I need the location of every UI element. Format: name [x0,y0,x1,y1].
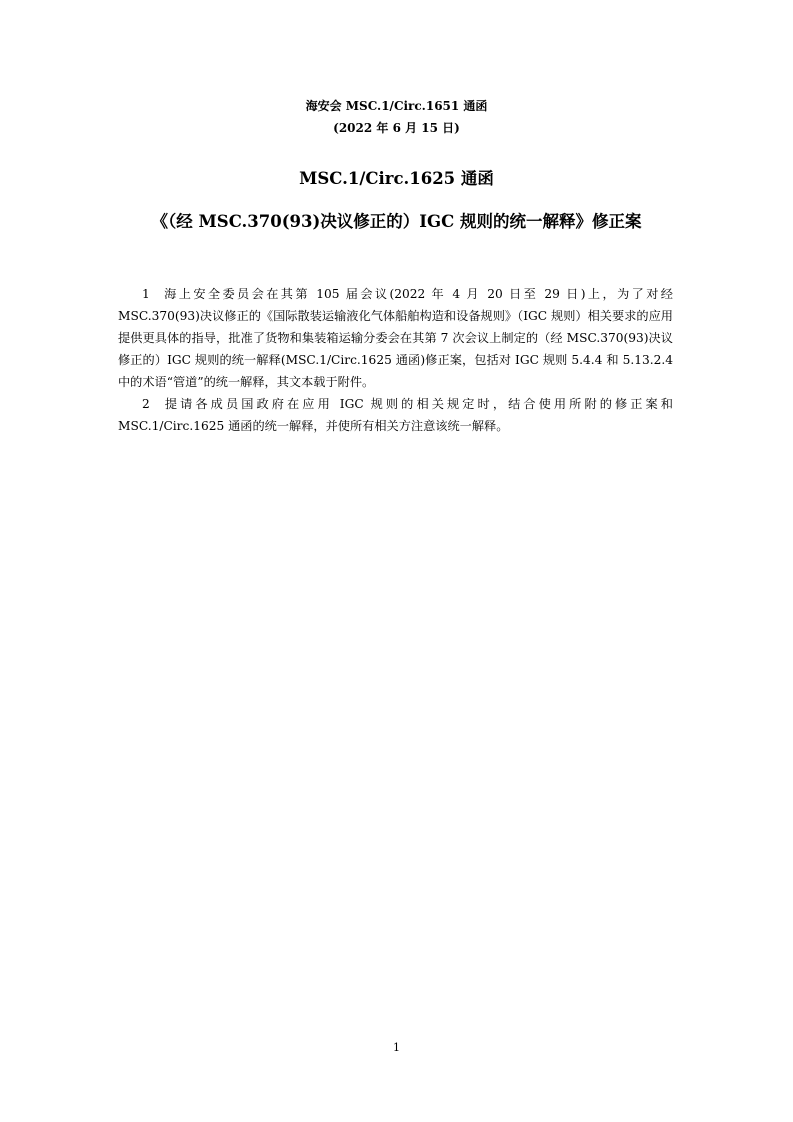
paragraph-text: 提请各成员国政府在应用 IGC 规则的相关规定时，结合使用所附的修正案和 MSC.1/Circ.1625 通函的统一解释，并使所有相关方注意该统一解释。 [118,397,673,433]
paragraph-text: 海上安全委员会在其第 105 届会议(2022 年 4 月 20 日至 29 日)上，为了对经 MSC.370(93)决议修正的《国际散装运输液化气体船舶构造和设备规则》（IGC 规则）相关要求的应用提供更具体的指导，批准了货物和集装箱运输分委会在其第 7 次会议上制定的（经 MSC.370(93)决议修正的）IGC 规则的统一解释(MSC.1/Circ.1625 通函)修正案，包括对 IGC 规则 5.4.4 和 5.13.2.4 中的术语“管道”的统一解释，其文本载于附件。 [118,287,673,389]
page-number: 1 [393,1041,400,1054]
circular-reference: 海安会 MSC.1/Circ.1651 通函 [305,99,488,113]
paragraph-number: 1 [142,287,150,301]
document-body [118,283,673,437]
document-title-main: 《（经 MSC.370(93)决议修正的）IGC 规则的统一解释》修正案 [151,212,642,231]
document-title-circular: MSC.1/Circ.1625 通函 [299,169,494,188]
paragraph-1 [118,283,673,393]
paragraph-number: 2 [142,397,150,411]
circular-date: (2022 年 6 月 15 日) [333,121,460,135]
paragraph-2 [118,393,673,437]
